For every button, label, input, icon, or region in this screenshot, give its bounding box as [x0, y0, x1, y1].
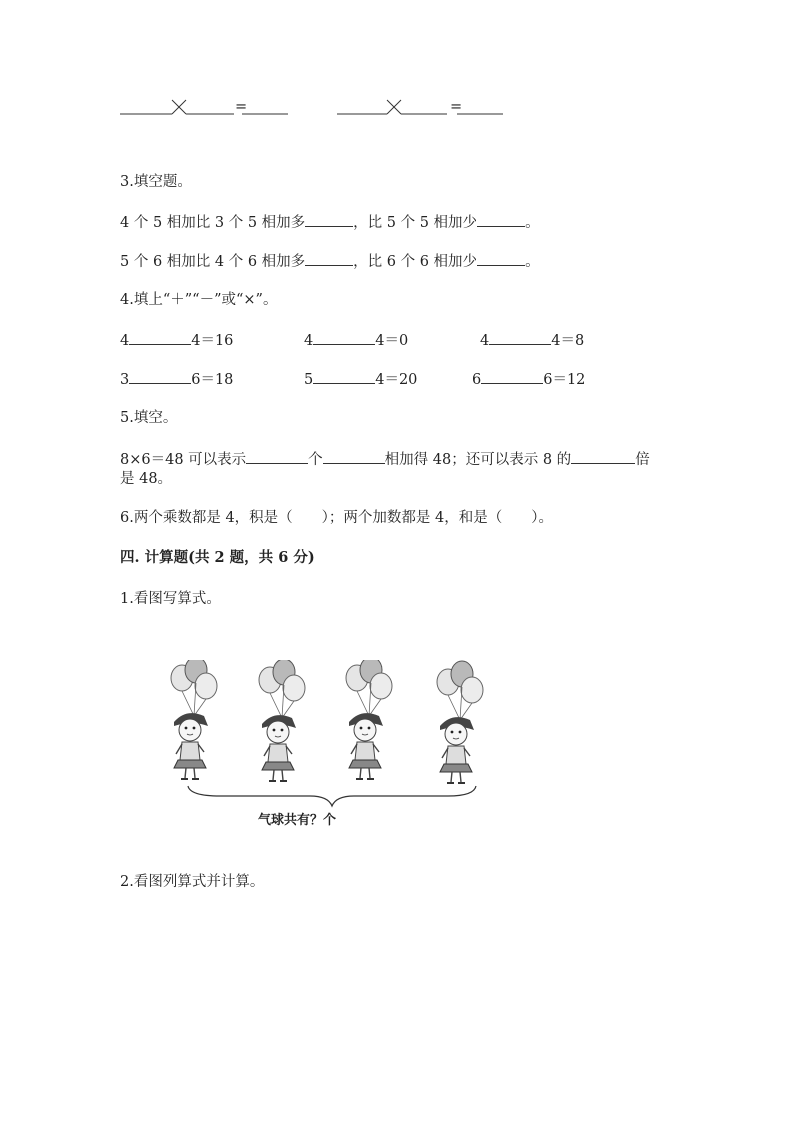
operator-blank[interactable] [481, 369, 543, 384]
equals-sign-left: = [235, 99, 248, 115]
operand: 5 [304, 372, 314, 388]
result: 6＝12 [543, 372, 586, 388]
operand: 4 [120, 333, 130, 349]
operator-blank[interactable] [129, 369, 191, 384]
q3-line2-b: ，比 6 个 6 相加少 [353, 254, 478, 270]
child-with-balloons-3 [346, 660, 392, 779]
q4-row2-item2 [304, 369, 417, 390]
curly-brace [188, 786, 476, 806]
q4-row1-item2 [304, 330, 408, 351]
q3-heading: 3.填空题。 [120, 174, 192, 190]
q5-text-1: 8×6＝48 可以表示 [120, 452, 247, 468]
answer-blank[interactable] [323, 449, 385, 464]
q5-heading: 5.填空。 [120, 410, 178, 426]
child-with-balloons-1 [171, 660, 217, 779]
top-formula-left [120, 96, 290, 122]
result: 4＝0 [375, 333, 409, 349]
q4-row2-item1 [120, 369, 233, 390]
q3-line1-a: 4 个 5 相加比 3 个 5 相加多 [120, 215, 306, 231]
answer-blank[interactable] [305, 251, 353, 266]
answer-blank[interactable] [305, 212, 353, 227]
figure-caption: 气球共有？个 [258, 813, 337, 828]
q5-text-4: 倍 [635, 452, 650, 468]
q5-text-3: 相加得 48；还可以表示 8 的 [384, 452, 572, 468]
child-with-balloons-4 [437, 661, 483, 783]
formula-blanks-right [337, 96, 507, 118]
q3-line2 [120, 251, 540, 272]
result: 4＝16 [191, 333, 234, 349]
operator-blank[interactable] [313, 369, 375, 384]
top-formula-right [337, 96, 507, 122]
result: 4＝8 [551, 333, 585, 349]
c1-heading: 1.看图写算式。 [120, 591, 221, 607]
operator-blank[interactable] [313, 330, 375, 345]
q3-line1-c: 。 [525, 215, 540, 231]
equals-sign-right: = [450, 99, 463, 115]
answer-blank[interactable] [477, 251, 525, 266]
q5-line2: 是 48。 [120, 471, 173, 487]
result: 6＝18 [191, 372, 234, 388]
section4-heading: 四. 计算题(共 2 题，共 6 分) [120, 549, 315, 566]
operand: 6 [472, 372, 482, 388]
q3-line1-b: ，比 5 个 5 相加少 [353, 215, 478, 231]
q3-line2-c: 。 [525, 254, 540, 270]
operator-blank[interactable] [129, 330, 191, 345]
c2-heading: 2.看图列算式并计算。 [120, 874, 265, 890]
q5-text-2: 个 [308, 452, 323, 468]
q4-row1-item3 [480, 330, 584, 351]
q3-line2-a: 5 个 6 相加比 4 个 6 相加多 [120, 254, 306, 270]
result: 4＝20 [375, 372, 418, 388]
q5-line1 [120, 449, 650, 470]
q3-line1 [120, 212, 540, 233]
q4-row1-item1 [120, 330, 233, 351]
answer-blank[interactable] [246, 449, 308, 464]
operand: 4 [304, 333, 314, 349]
operand: 4 [480, 333, 490, 349]
q4-row2-item3 [472, 369, 585, 390]
answer-blank[interactable] [571, 449, 635, 464]
operator-blank[interactable] [489, 330, 551, 345]
answer-blank[interactable] [477, 212, 525, 227]
q6-text: 6.两个乘数都是 4，积是（ ）；两个加数都是 4，和是（ ）。 [120, 510, 554, 526]
formula-blanks-left [120, 96, 290, 118]
q4-heading: 4.填上“＋”“－”或“×”。 [120, 292, 278, 308]
child-with-balloons-2 [259, 660, 305, 781]
operand: 3 [120, 372, 130, 388]
